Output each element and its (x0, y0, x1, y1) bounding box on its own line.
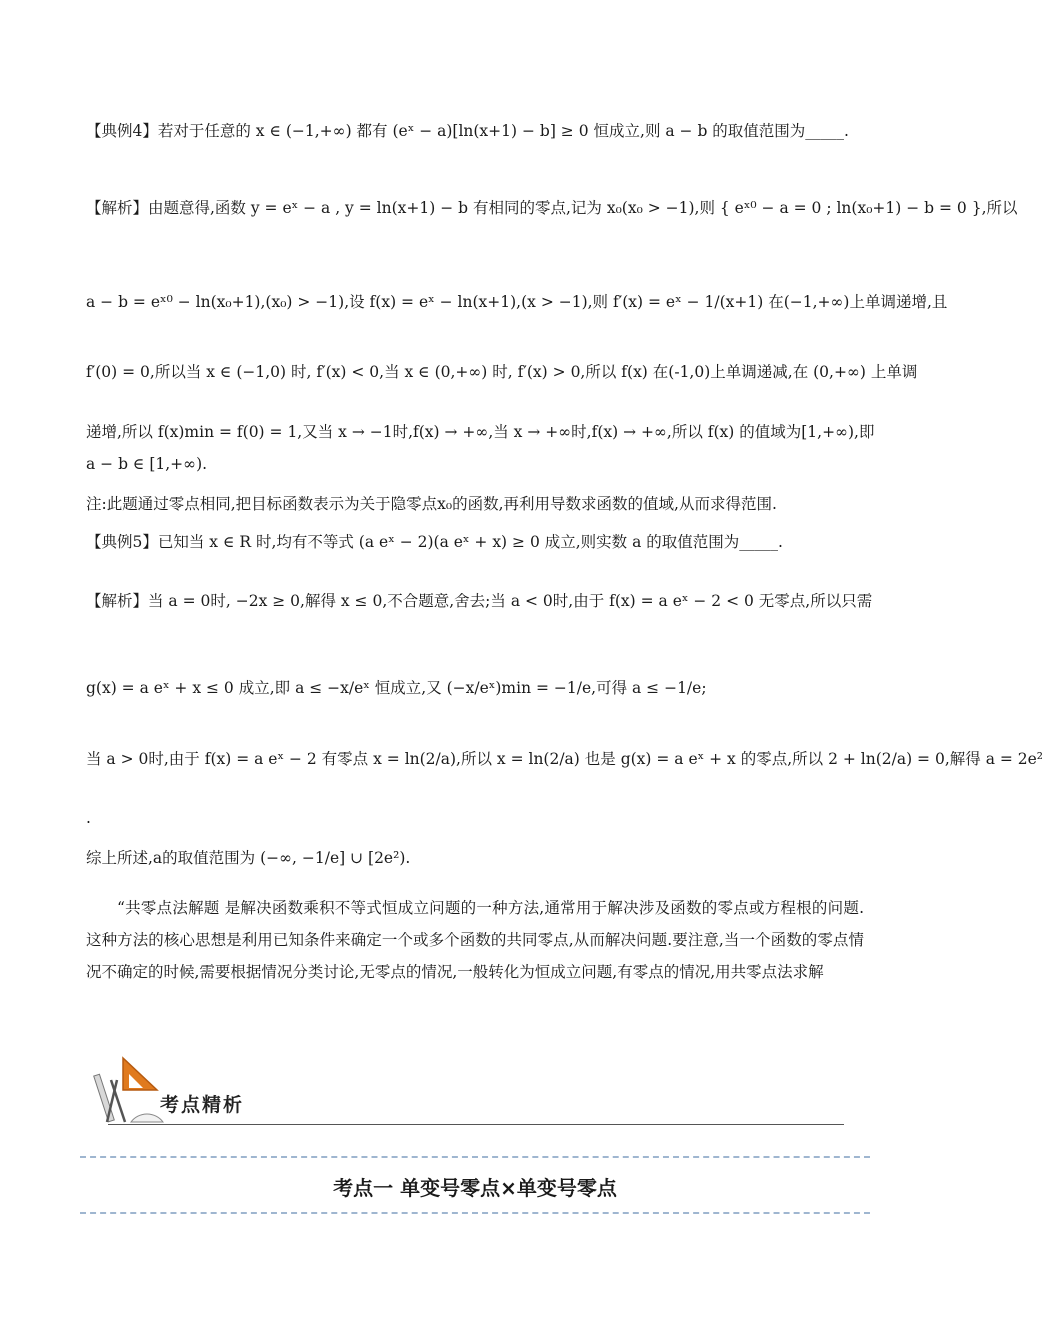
analysis-line-1: 【解析】由题意得,函数 y = eˣ − a , y = ln(x+1) − b 有相同的零点,记为 x₀(x₀ > −1),则 { eˣ⁰ − a = 0 ; ln(x₀+1) − b = 0 },所以 (86, 199, 1018, 217)
analysis5-conclusion: 综上所述,a的取值范围为 (−∞, −1/e] ∪ [2e²). (86, 849, 411, 867)
example-4-question: 【典例4】若对于任意的 x ∈ (−1,+∞) 都有 (eˣ − a)[ln(x+1) − b] ≥ 0 恒成立,则 a − b 的取值范围为_____. (86, 122, 849, 140)
analysis-line-4: 递增,所以 f(x)min = f(0) = 1,又当 x → −1时,f(x) → +∞,当 x → +∞时,f(x) → +∞,所以 f(x) 的值域为[1,+∞),即 (86, 423, 875, 441)
section-rule (108, 1124, 844, 1125)
analysis5-line-1: 【解析】当 a = 0时, −2x ≥ 0,解得 x ≤ 0,不合题意,舍去;当 a < 0时,由于 f(x) = a eˣ − 2 < 0 无零点,所以只需 (86, 592, 873, 610)
heading-dash-top (80, 1156, 870, 1158)
analysis5-line-2: g(x) = a eˣ + x ≤ 0 成立,即 a ≤ −x/eˣ 恒成立,又 (−x/eˣ)min = −1/e,可得 a ≤ −1/e; (86, 679, 707, 697)
example-5-question: 【典例5】已知当 x ∈ R 时,均有不等式 (a eˣ − 2)(a eˣ + x) ≥ 0 成立,则实数 a 的取值范围为_____. (86, 533, 783, 551)
section-heading: 考点一 单变号零点×单变号零点 (333, 1176, 617, 1200)
summary-paragraph: “共零点法解题 是解决函数乘积不等式恒成立问题的一种方法,通常用于解决涉及函数的零点或方程根的问题.这种方法的核心思想是利用已知条件来确定一个或多个函数的共同零点,从而解决问题.要注意,当一个函数的零点情况不确定的时候,需要根据情况分类讨论,无零点的情况,一般转化为恒成立问题,有零点的情况,用共零点法求解 (86, 899, 864, 981)
note-line: 注:此题通过零点相同,把目标函数表示为关于隐零点x₀的函数,再利用导数求函数的值域,从而求得范围. (86, 495, 777, 513)
analysis-line-3: f′(0) = 0,所以当 x ∈ (−1,0) 时, f′(x) < 0,当 x ∈ (0,+∞) 时, f′(x) > 0,所以 f(x) 在(-1,0)上单调递减,在 (0,+∞) 上单调 (86, 363, 918, 381)
section-banner-title: 考点精析 (160, 1094, 245, 1116)
analysis5-line-3: 当 a > 0时,由于 f(x) = a eˣ − 2 有零点 x = ln(2/a),所以 x = ln(2/a) 也是 g(x) = a eˣ + x 的零点,所以 2 + ln(2/a) = 0,解得 a = 2e² (86, 750, 1043, 768)
drafting-tools-icon (95, 1050, 165, 1125)
analysis-line-5: a − b ∈ [1,+∞). (86, 455, 208, 473)
analysis-line-2: a − b = eˣ⁰ − ln(x₀+1),(x₀) > −1),设 f(x) = eˣ − ln(x+1),(x > −1),则 f′(x) = eˣ − 1/(x+1) 在(−1,+∞)上单调递增,且 (86, 293, 948, 311)
heading-dash-bottom (80, 1212, 870, 1214)
analysis5-line-4: . (86, 809, 91, 827)
